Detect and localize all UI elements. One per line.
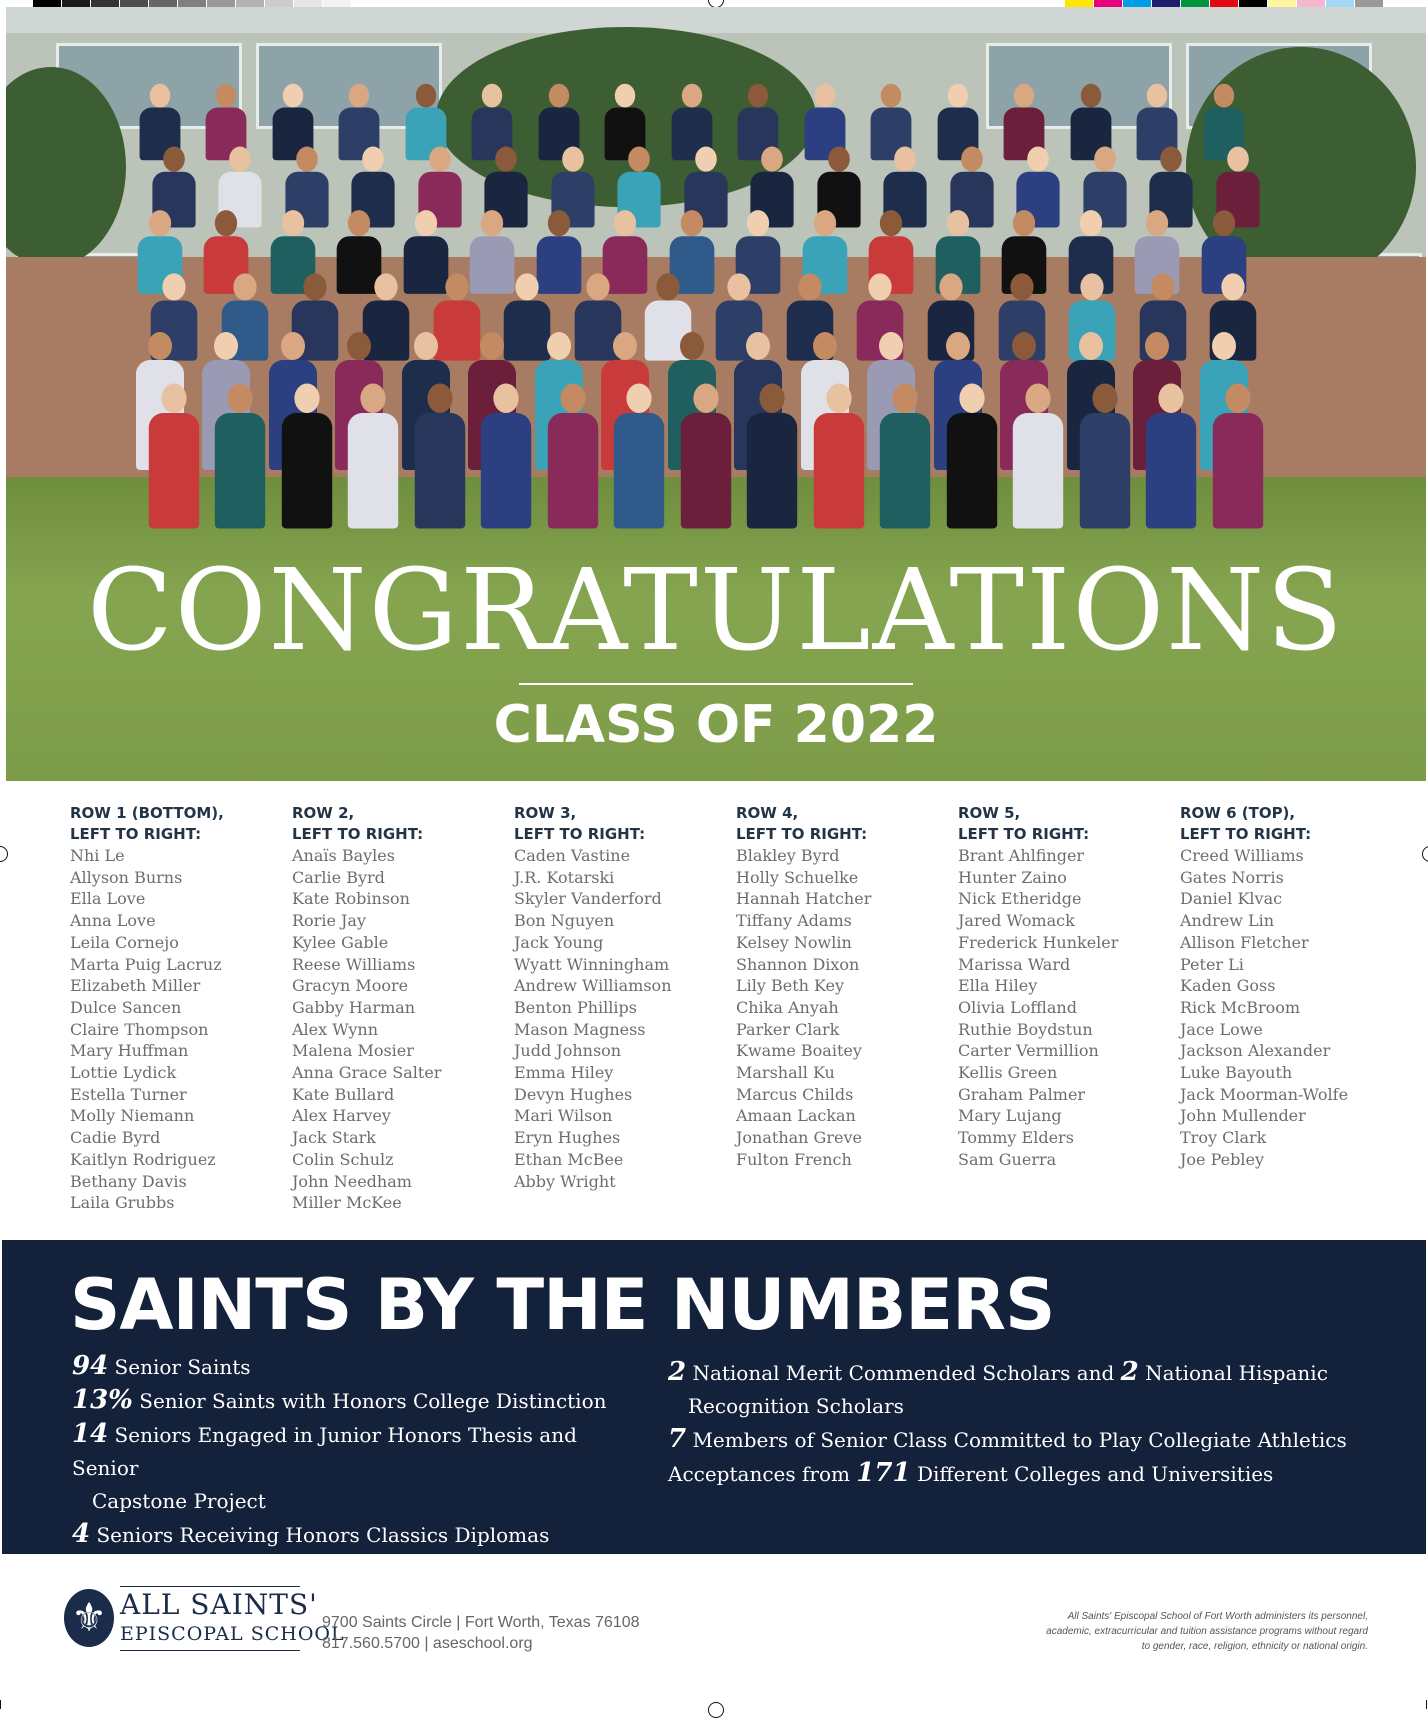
stat-number: 94: [72, 1351, 109, 1381]
fleur-de-lis-icon: ⚜: [64, 1589, 114, 1647]
color-swatch: [1151, 0, 1180, 7]
student-name: Shannon Dixon: [736, 954, 860, 974]
student-figure: [681, 384, 731, 529]
color-swatch: [1122, 0, 1151, 7]
student-name: Jackson Alexander: [1180, 1041, 1331, 1061]
student-name: Judd Johnson: [514, 1041, 622, 1061]
row-heading: ROW 4,: [736, 804, 799, 822]
student-name: Rorie Jay: [292, 911, 366, 931]
color-swatch: [119, 0, 148, 7]
row-heading-sub: LEFT TO RIGHT:: [736, 825, 868, 843]
stat-item: [72, 1418, 632, 1518]
stat-item: [668, 1356, 1388, 1423]
logo-rule: [120, 1586, 300, 1587]
student-name: Creed Williams: [1180, 846, 1304, 865]
stat-number: 14: [72, 1419, 109, 1449]
numbers-title: SAINTS BY THE NUMBERS: [70, 1264, 1055, 1346]
student-name: Ella Hiley: [958, 976, 1038, 996]
row-column: [1180, 803, 1390, 1171]
student-name: Allison Fletcher: [1180, 932, 1309, 952]
stat-number: 7: [668, 1424, 687, 1454]
row-heading: ROW 5,: [958, 804, 1021, 822]
student-name: Anaïs Bayles: [292, 846, 395, 865]
color-calibration-bar-left: [32, 0, 351, 7]
student-name: Jack Moorman-Wolfe: [1180, 1084, 1349, 1104]
stat-number: 2: [668, 1357, 687, 1387]
student-name: Claire Thompson: [70, 1019, 209, 1039]
student-name: Ethan McBee: [514, 1149, 624, 1169]
stats-right: [668, 1356, 1388, 1491]
stat-text: Seniors Engaged in Junior Honors Thesis and Senior: [72, 1423, 577, 1480]
student-figure: [814, 384, 864, 529]
student-figure: [614, 384, 664, 529]
stat-text-continued: Recognition Scholars: [688, 1394, 904, 1418]
student-name: Leila Cornejo: [70, 932, 179, 952]
student-name: Laila Grubbs: [70, 1193, 175, 1213]
student-name: Skyler Vanderford: [514, 889, 662, 909]
stat-number: 13%: [72, 1385, 133, 1415]
student-name: Amaan Lackan: [736, 1106, 856, 1126]
stat-item: [72, 1384, 632, 1418]
student-figure: [282, 384, 332, 529]
student-name: Kellis Green: [958, 1063, 1058, 1083]
student-name: Daniel Klvac: [1180, 889, 1283, 909]
stat-text: Senior Saints: [114, 1355, 251, 1379]
color-swatch: [1354, 0, 1383, 7]
student-name: Mari Wilson: [514, 1106, 613, 1126]
color-swatch: [293, 0, 322, 7]
color-swatch: [1209, 0, 1238, 7]
stat-number: 171: [856, 1458, 911, 1488]
student-name: Abby Wright: [514, 1171, 616, 1191]
student-name: Gabby Harman: [292, 997, 416, 1017]
student-name: Chika Anyah: [736, 997, 839, 1017]
student-name: Kylee Gable: [292, 932, 389, 952]
student-name: Tiffany Adams: [736, 911, 852, 931]
row-heading-sub: LEFT TO RIGHT:: [70, 825, 202, 843]
student-name: Ruthie Boydstun: [958, 1019, 1093, 1039]
nondiscrimination-disclaimer: All Saints' Episcopal School of Fort Worth administers its personnel, academic, extracurricular and tuition assistance programs without regard to gender, race, religion, ethnicity or national origin.: [1046, 1611, 1368, 1652]
student-name: Bon Nguyen: [514, 911, 615, 931]
student-name: Andrew Lin: [1180, 911, 1275, 931]
stat-number: 4: [72, 1519, 91, 1549]
student-name: Alex Wynn: [292, 1019, 378, 1039]
student-figure: [880, 384, 930, 529]
student-figure: [348, 384, 398, 529]
row-heading: ROW 2,: [292, 804, 355, 822]
student-name: Marissa Ward: [958, 954, 1071, 974]
color-swatch: [1267, 0, 1296, 7]
row-heading-sub: LEFT TO RIGHT:: [514, 825, 646, 843]
student-name: Dulce Sancen: [70, 997, 182, 1017]
student-name: Nhi Le: [70, 846, 125, 865]
student-name: Jack Stark: [292, 1128, 376, 1148]
student-figure: [946, 384, 996, 529]
row-heading-sub: LEFT TO RIGHT:: [1180, 825, 1312, 843]
stat-item: [668, 1423, 1388, 1457]
student-name: John Mullender: [1180, 1106, 1306, 1126]
building-roof: [6, 7, 1426, 33]
stats-left: [72, 1350, 632, 1552]
student-name: Kwame Boaitey: [736, 1041, 862, 1061]
student-name: Malena Mosier: [292, 1041, 414, 1061]
row-heading-sub: LEFT TO RIGHT:: [292, 825, 424, 843]
student-name: Anna Love: [70, 911, 156, 931]
student-name: Cadie Byrd: [70, 1128, 161, 1148]
student-name: Emma Hiley: [514, 1063, 614, 1083]
row-heading-sub: LEFT TO RIGHT:: [958, 825, 1090, 843]
student-name: Lily Beth Key: [736, 976, 845, 996]
row-column: [958, 803, 1168, 1171]
student-figure: [1013, 384, 1063, 529]
stat-text: Seniors Receiving Honors Classics Diplomas: [96, 1523, 550, 1547]
color-swatch: [90, 0, 119, 7]
student-name: Lottie Lydick: [70, 1063, 177, 1083]
student-name: Hunter Zaino: [958, 867, 1067, 887]
student-name: John Needham: [292, 1171, 412, 1191]
student-name: Hannah Hatcher: [736, 889, 872, 909]
student-figure: [149, 384, 199, 529]
student-name: Mary Lujang: [958, 1106, 1062, 1126]
student-figure: [747, 384, 797, 529]
stat-number: 2: [1120, 1357, 1139, 1387]
color-swatch: [1296, 0, 1325, 7]
school-logo-name: ALL SAINTS': [120, 1588, 318, 1621]
student-name: Jonathan Greve: [736, 1128, 862, 1148]
stat-text: Different Colleges and Universities: [916, 1462, 1274, 1486]
color-swatch: [1093, 0, 1122, 7]
row-column: [70, 803, 280, 1214]
logo-rule: [120, 1650, 300, 1651]
registration-mark: [1422, 846, 1428, 862]
student-name: Sam Guerra: [958, 1149, 1057, 1169]
contact-line: 817.560.5700 | aseschool.org: [322, 1635, 533, 1652]
student-name: Joe Pebley: [1180, 1149, 1264, 1169]
student-name: Nick Etheridge: [958, 889, 1082, 909]
stat-text: Members of Senior Class Committed to Play Collegiate Athletics: [692, 1428, 1347, 1452]
students-group: [116, 67, 1316, 537]
row-heading: ROW 1 (BOTTOM),: [70, 804, 224, 822]
crop-mark: [1426, 1700, 1427, 1709]
student-name: Luke Bayouth: [1180, 1063, 1293, 1083]
student-name: Molly Niemann: [70, 1106, 195, 1126]
student-name: Blakley Byrd: [736, 846, 840, 865]
student-figure: [415, 384, 465, 529]
student-name: Bethany Davis: [70, 1171, 187, 1191]
student-name: Gates Norris: [1180, 867, 1284, 887]
student-name: Jace Lowe: [1180, 1019, 1263, 1039]
color-swatch: [61, 0, 90, 7]
row-column: [514, 803, 724, 1192]
student-figure: [481, 384, 531, 529]
color-swatch: [177, 0, 206, 7]
color-swatch: [322, 0, 351, 7]
student-name: Kate Bullard: [292, 1084, 395, 1104]
congratulations-heading: CONGRATULATIONS: [87, 546, 1345, 676]
student-name: Fulton French: [736, 1149, 852, 1169]
color-swatch: [1180, 0, 1209, 7]
student-name: Elizabeth Miller: [70, 976, 201, 996]
class-photo: [6, 7, 1426, 781]
student-name: Marta Puig Lacruz: [70, 954, 222, 974]
color-swatch: [148, 0, 177, 7]
stat-text: National Merit Commended Scholars and: [692, 1361, 1115, 1385]
color-swatch: [1064, 0, 1093, 7]
saints-by-the-numbers-panel: [2, 1240, 1426, 1554]
student-name: Allyson Burns: [70, 867, 183, 887]
student-name: Kate Robinson: [292, 889, 410, 909]
student-figure: [1079, 384, 1129, 529]
student-name: Andrew Williamson: [514, 976, 672, 996]
student-name: Mary Huffman: [70, 1041, 189, 1061]
student-name: Parker Clark: [736, 1019, 840, 1039]
student-name: Caden Vastine: [514, 846, 631, 865]
color-swatch: [206, 0, 235, 7]
student-figure: [548, 384, 598, 529]
stat-text-continued: Capstone Project: [92, 1489, 266, 1513]
row-heading: ROW 6 (TOP),: [1180, 804, 1296, 822]
student-name: Jared Womack: [958, 911, 1075, 931]
color-swatch: [32, 0, 61, 7]
color-swatch: [235, 0, 264, 7]
color-swatch: [1325, 0, 1354, 7]
heading-divider: [519, 683, 913, 685]
stat-item: [668, 1457, 1388, 1491]
student-name: Marshall Ku: [736, 1063, 835, 1083]
registration-mark: [708, 1702, 724, 1718]
student-name: Mason Magness: [514, 1019, 646, 1039]
student-name: Graham Palmer: [958, 1084, 1086, 1104]
color-calibration-bar-right: [1064, 0, 1383, 7]
student-name: Miller McKee: [292, 1193, 402, 1213]
student-name: Devyn Hughes: [514, 1084, 633, 1104]
student-name: Carter Vermillion: [958, 1041, 1099, 1061]
student-name: Frederick Hunkeler: [958, 932, 1119, 952]
registration-mark: [0, 846, 8, 862]
student-name: Troy Clark: [1180, 1128, 1267, 1148]
row-heading: ROW 3,: [514, 804, 577, 822]
student-name: Peter Li: [1180, 954, 1244, 974]
student-name: J.R. Kotarski: [514, 867, 615, 887]
student-name: Colin Schulz: [292, 1149, 394, 1169]
stat-item: [72, 1518, 632, 1552]
crop-mark: [0, 1700, 1, 1709]
student-name: Alex Harvey: [292, 1106, 391, 1126]
student-name: Marcus Childs: [736, 1084, 854, 1104]
address-line: 9700 Saints Circle | Fort Worth, Texas 76108: [322, 1614, 640, 1631]
student-name: Kaitlyn Rodriguez: [70, 1149, 216, 1169]
student-name: Gracyn Moore: [292, 976, 409, 996]
student-name: Eryn Hughes: [514, 1128, 621, 1148]
row-column: [736, 803, 946, 1171]
student-name: Kaden Goss: [1180, 976, 1276, 996]
student-name: Estella Turner: [70, 1084, 187, 1104]
student-figure: [1212, 384, 1262, 529]
class-of-heading: CLASS OF 2022: [493, 695, 939, 755]
student-name: Ella Love: [70, 889, 146, 909]
row-column: [292, 803, 502, 1214]
student-name: Jack Young: [514, 932, 604, 952]
school-logo-subname: EPISCOPAL SCHOOL: [120, 1623, 345, 1645]
stat-item: [72, 1350, 632, 1384]
student-name: Wyatt Winningham: [514, 954, 670, 974]
school-address: [322, 1612, 640, 1654]
student-name: Reese Williams: [292, 954, 416, 974]
student-name: Benton Phillips: [514, 997, 637, 1017]
student-name: Holly Schuelke: [736, 867, 859, 887]
student-name: Carlie Byrd: [292, 867, 385, 887]
color-swatch: [264, 0, 293, 7]
student-name: Rick McBroom: [1180, 997, 1301, 1017]
stat-text: Acceptances from: [668, 1462, 850, 1486]
stat-text: Senior Saints with Honors College Distinction: [139, 1389, 607, 1413]
student-name: Brant Ahlfinger: [958, 846, 1085, 865]
student-figure: [1146, 384, 1196, 529]
student-figure: [215, 384, 265, 529]
student-name: Olivia Loffland: [958, 997, 1077, 1017]
stat-text: National Hispanic: [1145, 1361, 1328, 1385]
color-swatch: [1238, 0, 1267, 7]
student-name: Kelsey Nowlin: [736, 932, 852, 952]
student-name: Tommy Elders: [958, 1128, 1074, 1148]
student-name: Anna Grace Salter: [292, 1063, 442, 1083]
